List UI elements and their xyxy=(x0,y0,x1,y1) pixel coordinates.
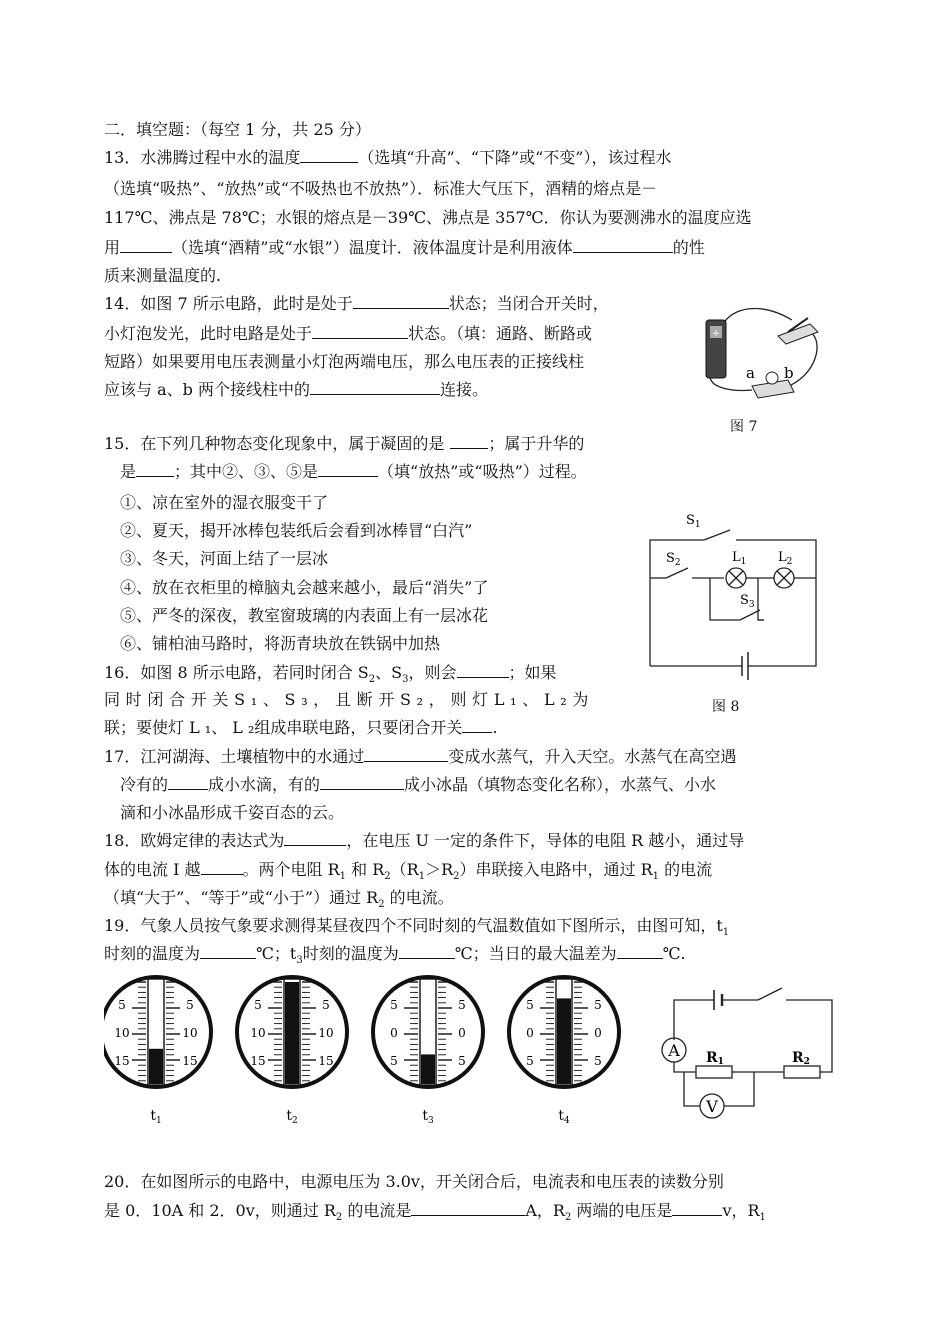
q15-line1: 15．在下列几种物态变化现象中，属于凝固的是 ；属于升华的 xyxy=(104,434,585,453)
tick-label: 10 xyxy=(318,1026,334,1040)
q20-line1: 20．在如图所示的电路中，电源电压为 3.0v，开关闭合后，电流表和电压表的读数分别 xyxy=(104,1172,724,1191)
terminal-a: a xyxy=(746,364,755,382)
blank[interactable] xyxy=(411,1199,525,1216)
q14-line2: 小灯泡发光，此时电路是处于 状态。（填：通路、断路或 xyxy=(104,324,593,343)
svg-text:L1: $L_1$ xyxy=(732,550,747,567)
tick-label: 5 xyxy=(186,998,194,1012)
time-label: $t_4$ xyxy=(558,1108,570,1126)
fig8-caption: 图 8 xyxy=(712,699,740,715)
bulb-icon xyxy=(766,372,778,384)
liquid-column xyxy=(285,982,299,1084)
tick-label: 5 xyxy=(390,1054,398,1068)
tick-label: 5 xyxy=(594,1054,602,1068)
tick-label: 10 xyxy=(250,1026,266,1040)
q14-line4: 应该与 a、b 两个接线柱中的 连接。 xyxy=(104,380,488,399)
fig7-caption: 图 7 xyxy=(730,419,758,435)
tick-label: 5 xyxy=(322,998,330,1012)
q14-line1: 14．如图 7 所示电路，此时是处于 状态；当闭合开关时， xyxy=(104,294,609,313)
q13-line5: 质来测量温度的. xyxy=(104,266,222,285)
liquid-column xyxy=(149,1049,163,1084)
voltmeter-label: V xyxy=(706,1097,718,1116)
svg-text:+: + xyxy=(712,329,720,339)
blank[interactable] xyxy=(201,858,243,875)
tick-label: 5 xyxy=(458,998,466,1012)
q15-line2: 是 ；其中②、③、⑤是 （填“放热”或“吸热”）过程。 xyxy=(120,462,587,481)
q18-line1: 18．欧姆定律的表达式为 ，在电压 U 一定的条件下，导体的电阻 R 越小，通过导 xyxy=(104,831,745,850)
liquid-column xyxy=(421,1054,435,1084)
time-label: $t_1$ xyxy=(150,1108,162,1126)
q18-line2: 体的电流 I 越 。两个电阻 $R_1$ 和 $R_2(R_1>R_2)$串联接入电路中，通过 $R_1$ 的电流 xyxy=(104,860,713,883)
blank[interactable] xyxy=(120,236,172,253)
q16-line3: 联；要使灯 L ₁、 L ₂组成串联电路，只要闭合开关 . xyxy=(104,718,498,737)
svg-text:R1: R1 xyxy=(706,1050,724,1067)
tick-label: 5 xyxy=(254,998,262,1012)
q20-line2: 是 0．10A 和 2．0v，则通过 $R_2$ 的电流是 A，$R_2$ 两端的电压是 v，$R_1$ xyxy=(104,1201,766,1224)
thermometer-dial xyxy=(509,977,619,1126)
time-label: $t_2$ xyxy=(286,1108,298,1126)
blank[interactable] xyxy=(300,146,358,163)
q13-line1: 13．水沸腾过程中水的温度 （选填“升高”、“下降”或“不变”），该过程水 xyxy=(104,148,672,167)
switch-icon xyxy=(778,324,818,344)
q14-line3: 短路）如果要用电压表测量小灯泡两端电压，那么电压表的正接线柱 xyxy=(104,352,585,371)
tick-label: 15 xyxy=(250,1054,266,1068)
blank[interactable] xyxy=(312,322,408,339)
blank[interactable] xyxy=(200,942,256,959)
liquid-column xyxy=(557,998,571,1084)
q13-line2: （选填“吸热”、“放热”或“不吸热也不放热”）．标准大气压下，酒精的熔点是－ xyxy=(104,179,658,198)
tick-label: 0 xyxy=(594,1026,602,1040)
svg-text:R2: R2 xyxy=(792,1050,810,1067)
svg-text:S3: $S_3$ xyxy=(740,593,755,610)
q13-line3: 117℃、沸点是 78℃；水银的熔点是－39℃、沸点是 357℃．你认为要测沸水的温度应选 xyxy=(104,208,752,227)
blank[interactable] xyxy=(168,773,208,790)
q17-line1: 17．江河湖海、土壤植物中的水通过 变成水蒸气，升入天空。水蒸气在高空遇 xyxy=(104,747,737,766)
q17-line2: 冷有的 成小水滴，有的 成小冰晶（填物态变化名称），水蒸气、小水 xyxy=(120,775,717,794)
thermometer-dial xyxy=(104,977,211,1126)
q16-line2: 同 时 闭 合 开 关 S ₁ 、 S ₃ ， 且 断 开 S ₂ ， 则 灯 L ₁ 、 L ₂ 为 xyxy=(104,690,589,709)
tick-label: 5 xyxy=(118,998,126,1012)
svg-text:S2: $S_2$ xyxy=(666,551,681,568)
blank[interactable] xyxy=(353,292,449,309)
blank[interactable] xyxy=(318,460,378,477)
blank[interactable] xyxy=(136,460,174,477)
q15-item: ③、冬天，河面上结了一层冰 xyxy=(120,549,329,568)
tick-label: 10 xyxy=(182,1026,198,1040)
q16-line1: 16．如图 8 所示电路，若同时闭合 $S_2$、$S_3$，则会 ；如果 xyxy=(104,663,557,686)
q15-item: ②、夏天，揭开冰棒包装纸后会看到冰棒冒“白汽” xyxy=(120,521,473,540)
q15-item: ⑥、铺柏油马路时，将沥青块放在铁锅中加热 xyxy=(120,634,441,653)
ammeter-label: A xyxy=(668,1041,680,1060)
blank[interactable] xyxy=(457,661,509,678)
q17-line3: 滴和小冰晶形成千姿百态的云。 xyxy=(120,803,345,822)
q15-item: ④、放在衣柜里的樟脑丸会越来越小，最后“消失”了 xyxy=(120,578,489,597)
blank[interactable] xyxy=(573,236,673,253)
q15-item: ⑤、严冬的深夜，教室窗玻璃的内表面上有一层冰花 xyxy=(120,606,489,625)
q19-line2: 时刻的温度为 ℃；$t_3$时刻的温度为 ℃；当日的最大温差为 ℃. xyxy=(104,944,686,967)
ammeter-voltmeter-circuit xyxy=(650,980,850,1130)
tick-label: 0 xyxy=(458,1026,466,1040)
blank[interactable] xyxy=(462,716,492,733)
tick-label: 15 xyxy=(182,1054,198,1068)
blank[interactable] xyxy=(364,745,448,762)
blank[interactable] xyxy=(617,942,663,959)
section-heading: 二．填空题：（每空 1 分，共 25 分） xyxy=(104,120,371,139)
tick-label: 15 xyxy=(114,1054,130,1068)
svg-text:S1: $S_1$ xyxy=(686,513,701,530)
blank[interactable] xyxy=(399,942,455,959)
terminal-b: b xyxy=(784,364,794,382)
thermometer-dial xyxy=(373,977,483,1126)
time-label: $t_3$ xyxy=(422,1108,434,1126)
tick-label: 0 xyxy=(390,1026,398,1040)
tick-label: 15 xyxy=(318,1054,334,1068)
tick-label: 10 xyxy=(114,1026,130,1040)
blank[interactable] xyxy=(320,773,404,790)
figure-7-circuit xyxy=(692,296,822,412)
q13-line4: 用 （选填“酒精”或“水银”）温度计．液体温度计是利用液体 的性 xyxy=(104,238,705,257)
tick-label: 5 xyxy=(526,998,534,1012)
blank[interactable] xyxy=(310,378,440,395)
blank[interactable] xyxy=(672,1199,722,1216)
tick-label: 0 xyxy=(526,1026,534,1040)
tick-label: 5 xyxy=(594,998,602,1012)
thermometer-figures xyxy=(104,974,624,1130)
q19-line1: 19．气象人员按气象要求测得某昼夜四个不同时刻的气温数值如下图所示，由图可知，$t_1$ xyxy=(104,916,730,939)
svg-text:L2: $L_2$ xyxy=(778,550,793,567)
tick-label: 5 xyxy=(458,1054,466,1068)
q15-item: ①、凉在室外的湿衣服变干了 xyxy=(120,493,329,512)
thermometer-dial xyxy=(237,977,347,1126)
blank[interactable] xyxy=(284,829,346,846)
tick-label: 5 xyxy=(526,1054,534,1068)
q18-line3: （填“大于”、“等于”或“小于”）通过 $R_2$ 的电流。 xyxy=(104,888,454,911)
figure-8-circuit xyxy=(636,506,826,686)
tick-label: 5 xyxy=(390,998,398,1012)
blank[interactable] xyxy=(450,432,488,449)
